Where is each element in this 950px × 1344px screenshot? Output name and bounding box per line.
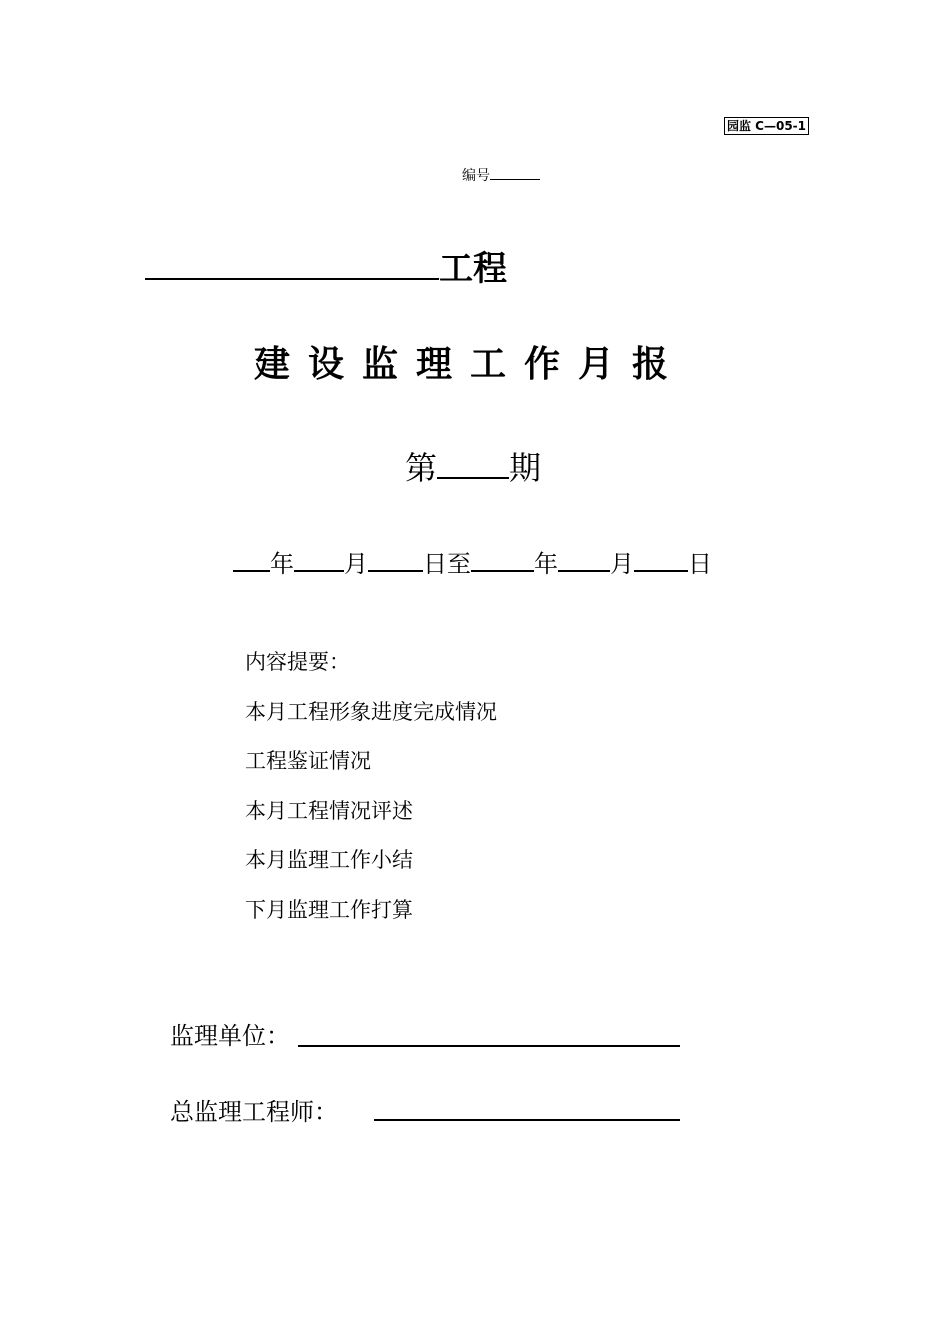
chief-engineer-blank[interactable] xyxy=(374,1119,680,1121)
project-name-line xyxy=(145,244,507,289)
start-month-blank[interactable] xyxy=(294,546,344,572)
supervision-unit-label: 监理单位： xyxy=(170,1022,290,1050)
end-year-label: 年 xyxy=(534,550,558,578)
contents-item: 本月监理工作小结 xyxy=(245,848,413,873)
contents-item: 工程鉴证情况 xyxy=(245,749,371,774)
contents-summary xyxy=(245,650,497,948)
report-period xyxy=(233,546,712,580)
end-month-label: 月 xyxy=(610,550,634,578)
project-suffix: 工程 xyxy=(439,249,507,289)
serial-number xyxy=(462,166,540,186)
supervision-unit-blank[interactable] xyxy=(298,1045,680,1047)
serial-blank[interactable] xyxy=(490,166,540,180)
issue-number-blank[interactable] xyxy=(437,445,509,479)
issue-suffix: 期 xyxy=(509,449,542,487)
end-day-label: 日 xyxy=(688,550,712,578)
project-name-blank[interactable] xyxy=(145,244,439,280)
contents-item: 本月工程形象进度完成情况 xyxy=(245,699,497,724)
start-day-blank[interactable] xyxy=(368,546,423,572)
start-year-label: 年 xyxy=(270,550,294,578)
contents-item: 下月监理工作打算 xyxy=(245,897,413,922)
start-month-label: 月 xyxy=(344,550,368,578)
contents-item: 本月工程情况评述 xyxy=(245,798,413,823)
start-day-label: 日至 xyxy=(423,550,471,578)
issue-prefix: 第 xyxy=(405,449,438,487)
issue-number-line xyxy=(405,445,541,488)
contents-heading: 内容提要： xyxy=(245,650,350,674)
chief-engineer-label: 总监理工程师： xyxy=(170,1098,338,1126)
form-code: 园监 C—05-1 xyxy=(727,119,807,133)
form-code-box xyxy=(724,117,809,135)
end-year-blank[interactable] xyxy=(471,546,534,572)
end-day-blank[interactable] xyxy=(634,546,688,572)
start-year-blank[interactable] xyxy=(233,546,270,572)
end-month-blank[interactable] xyxy=(558,546,610,572)
serial-label: 编号 xyxy=(462,168,490,184)
report-title: 建设监理工作月报 xyxy=(254,344,687,385)
